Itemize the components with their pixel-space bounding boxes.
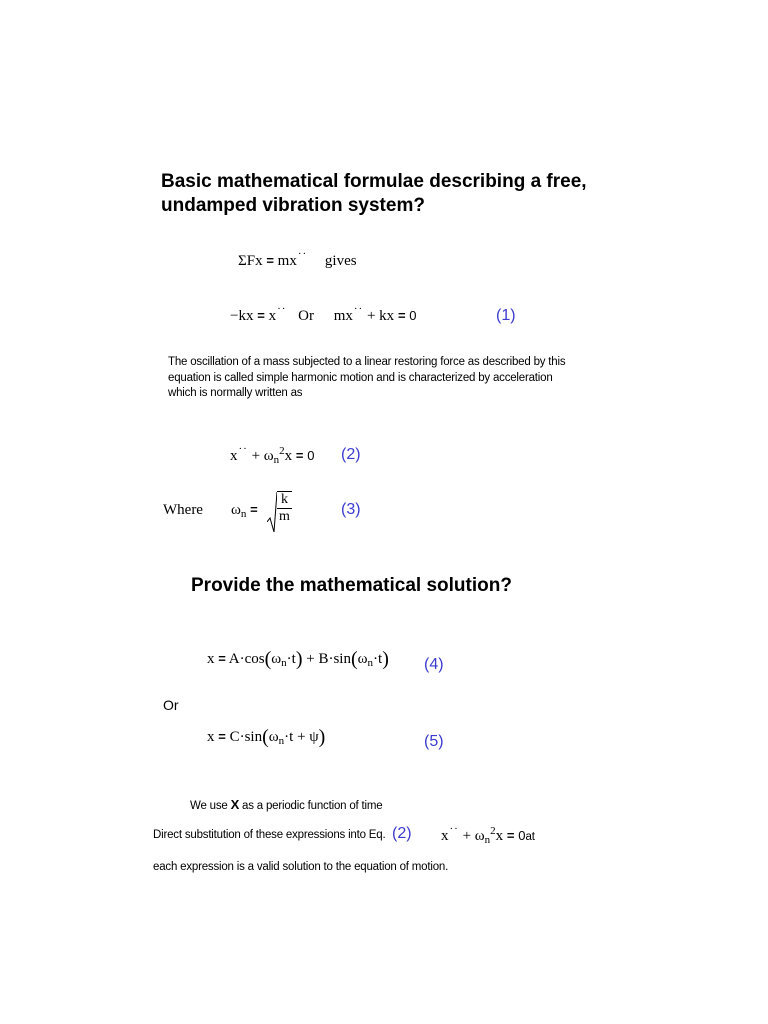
subscript-n: n [484, 834, 491, 846]
heading-solution: Provide the mathematical solution? [191, 575, 512, 596]
subscript-n: n [240, 508, 247, 520]
mx-term: mx [277, 253, 297, 269]
x-term: x [207, 729, 215, 745]
close-paren: ) [382, 648, 389, 670]
omega: ω [357, 651, 368, 667]
equals-sign: = [397, 308, 406, 323]
periodic-prefix: We use [190, 800, 231, 812]
double-dot-accent: ·· [277, 303, 287, 315]
x-term-2: x [284, 448, 293, 464]
equation-number-3: (3) [341, 501, 361, 518]
periodic-suffix: as a periodic function of time [239, 800, 383, 812]
x-term: x [207, 651, 215, 667]
plus-b-sin: + B·sin [306, 651, 351, 667]
t-plus-psi: ·t + ψ [284, 729, 319, 745]
neg-kx: −kx [230, 308, 254, 324]
c-sin: C·sin [229, 729, 263, 745]
conclusion-text: each expression is a valid solution to the equation of motion. [153, 861, 449, 873]
subscript-n: n [273, 454, 280, 466]
plus-omega: + ω [462, 828, 485, 844]
double-dot-accent: ·· [449, 823, 459, 835]
a-cos: A·cos [228, 651, 265, 667]
double-dot-accent: ·· [297, 248, 308, 260]
open-paren: ( [264, 648, 272, 670]
open-paren: ( [262, 726, 269, 748]
paragraph-line-3: which is normally written as [168, 387, 303, 399]
x-term: x [441, 828, 449, 844]
subscript-n: n [367, 657, 374, 669]
heading-basic-formulae [161, 170, 587, 218]
equation-2 [230, 443, 315, 466]
equals-sign: = [266, 253, 274, 268]
subscript-n: n [281, 657, 287, 669]
or-word: Or [298, 308, 314, 324]
times-t: ·t [286, 651, 296, 667]
superscript-2: 2 [279, 445, 285, 457]
plus-omega: + ω [251, 448, 274, 464]
x-term-2: x [495, 828, 504, 844]
substitution-equation [441, 823, 535, 846]
plus-kx: + kx [366, 308, 395, 324]
sigma-fx: ΣFx [238, 253, 263, 269]
equals-sign: = [257, 308, 265, 323]
denominator-m: m [279, 509, 290, 524]
equation-5 [207, 726, 325, 749]
numerator-k: k [277, 492, 292, 509]
x-term: x [230, 448, 238, 464]
open-paren: ( [350, 648, 358, 670]
zero: 0 [518, 828, 526, 843]
substitution-text: Direct substitution of these expressions into Eq. [153, 829, 386, 841]
omega: ω [268, 729, 279, 745]
omega: ω [271, 651, 282, 667]
double-dot-accent: ·· [353, 303, 364, 315]
at-word: at [525, 831, 535, 843]
where-label: Where [163, 502, 203, 518]
paragraph-line-1: The oscillation of a mass subjected to a linear restoring force as described by this [168, 356, 566, 368]
equals-sign: = [250, 502, 258, 517]
equation-number-5: (5) [424, 733, 444, 750]
heading-line-1: Basic mathematical formulae describing a free, [161, 171, 587, 192]
zero: 0 [307, 448, 315, 463]
square-root-sign [267, 490, 277, 534]
equals-sign: = [218, 651, 226, 666]
x-term: x [268, 308, 277, 324]
or-label: Or [163, 697, 179, 713]
equation-3 [231, 490, 290, 534]
equation-ref-2: (2) [392, 825, 412, 842]
mx-term: mx [333, 308, 353, 324]
equals-sign: = [218, 729, 226, 744]
periodic-function-note [190, 797, 382, 815]
paragraph-shm [168, 355, 565, 402]
heading-line-2: undamped vibration system? [161, 195, 425, 216]
fraction-k-over-m [277, 491, 292, 525]
subscript-n: n [278, 735, 285, 747]
equation-number-1: (1) [496, 307, 516, 324]
times-t: ·t [373, 651, 383, 667]
equation-4 [207, 648, 389, 671]
equation-sum-forces [238, 248, 357, 270]
equals-sign: = [295, 448, 304, 463]
gives-word: gives [324, 253, 357, 269]
zero: 0 [409, 308, 417, 323]
equals-sign: = [506, 828, 515, 843]
close-paren: ) [318, 726, 326, 748]
paragraph-line-2: equation is called simple harmonic motion and is characterized by acceleration [168, 371, 553, 384]
equation-number-4: (4) [424, 656, 444, 673]
superscript-2: 2 [490, 825, 496, 837]
close-paren: ) [295, 648, 303, 670]
equation-number-2: (2) [341, 446, 361, 463]
double-dot-accent: ·· [238, 443, 248, 455]
omega: ω [231, 502, 241, 518]
bold-x: X [230, 797, 240, 812]
equation-1 [230, 303, 417, 325]
